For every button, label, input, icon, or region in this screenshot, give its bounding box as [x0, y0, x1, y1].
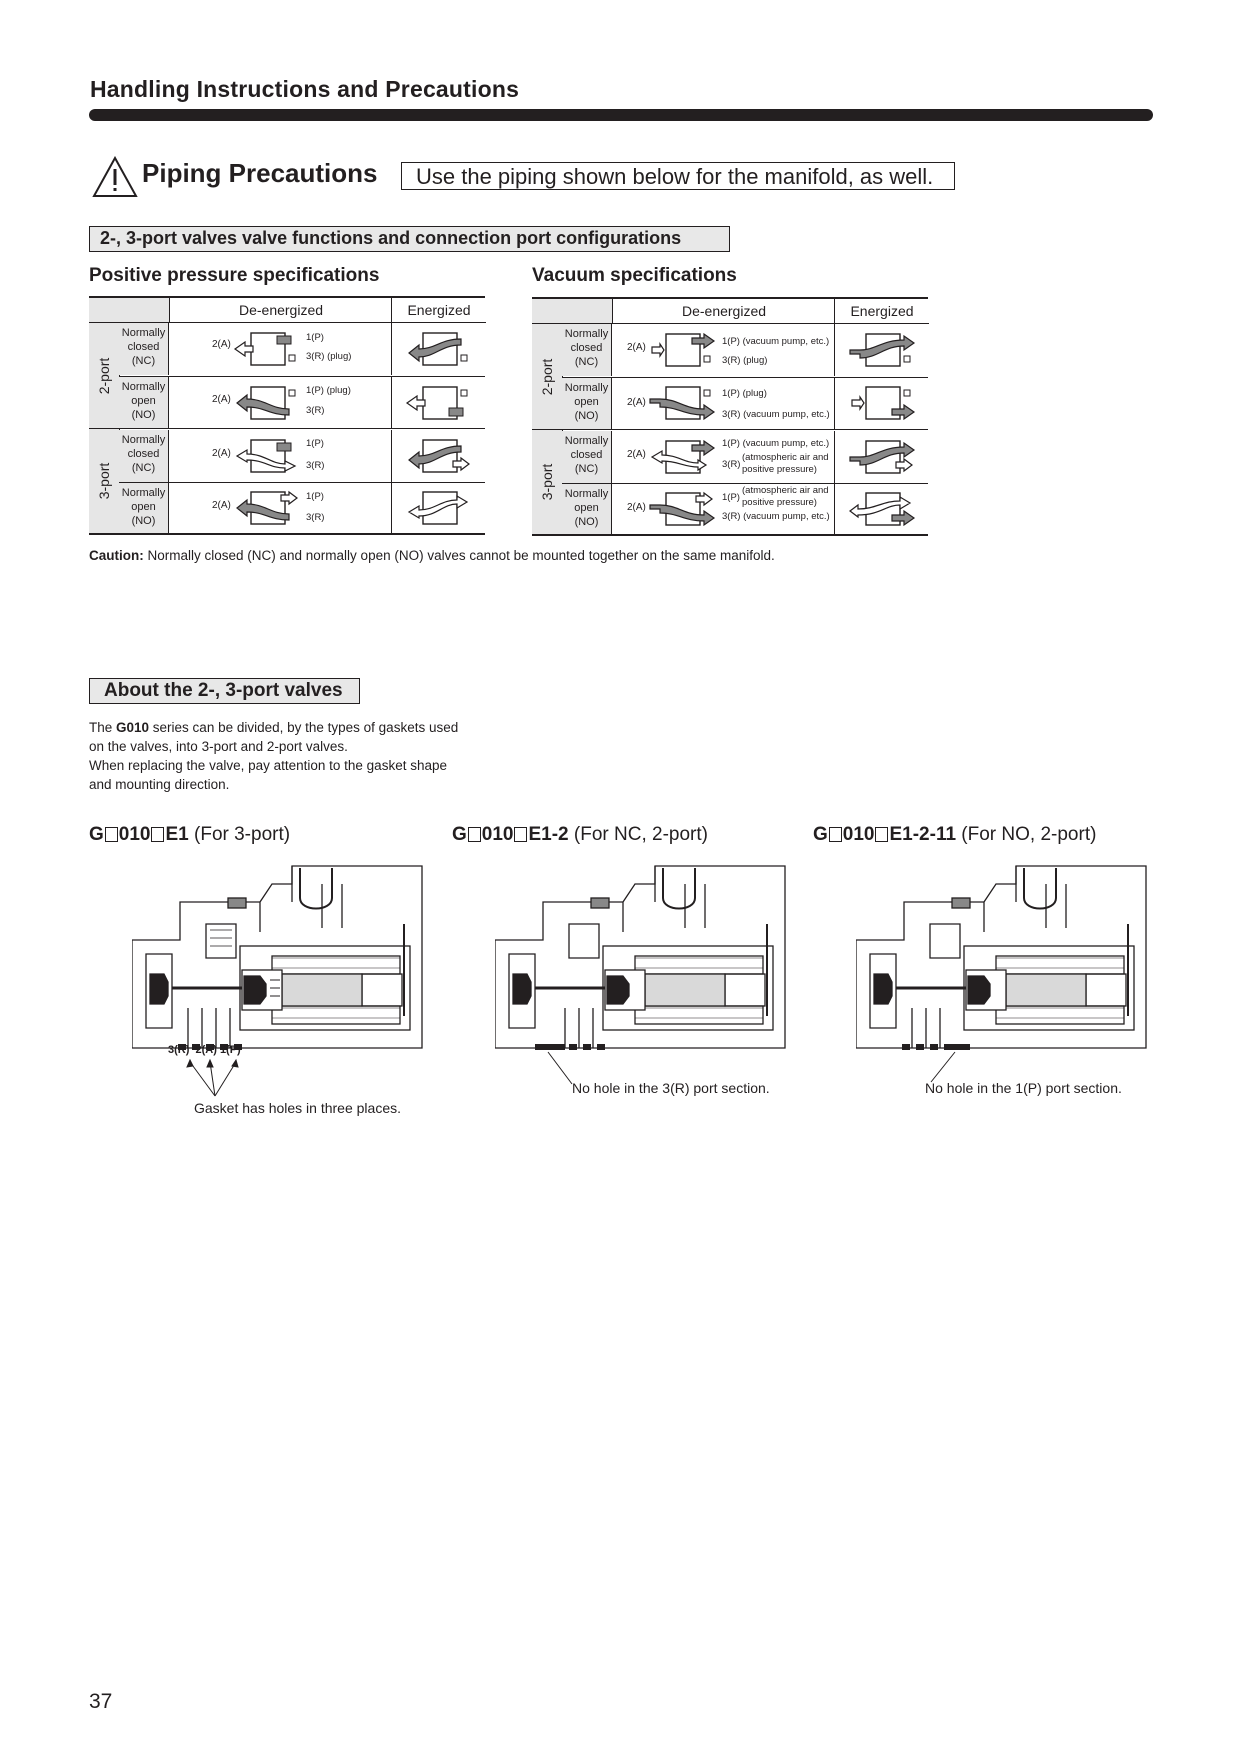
- state-line: Normally: [564, 488, 609, 500]
- state-line: open: [574, 502, 599, 514]
- column-header-deenergized: De-energized: [612, 299, 835, 324]
- deenergized-symbol-cell: [612, 484, 835, 534]
- column-header-energized: Energized: [391, 298, 486, 323]
- state-line: Normally: [564, 328, 609, 340]
- deenergized-symbol-cell: [612, 324, 835, 376]
- valve-symbol-vacuum-3port-no-energized: [848, 489, 918, 529]
- port-p-note: positive pressure): [742, 497, 817, 508]
- state-line: open: [131, 501, 156, 513]
- port-p-label: 1(P) (plug): [306, 385, 351, 396]
- caution-text: Normally closed (NC) and normally open (NO) valves cannot be mounted together on the same manifold.: [143, 548, 775, 563]
- state-line: (NO): [574, 516, 599, 528]
- port-r-label: 3(R) (plug): [306, 351, 352, 362]
- blank-box-icon: [875, 827, 888, 842]
- energized-symbol-cell: [391, 483, 485, 533]
- port-p-label: 1(P) (plug): [722, 388, 767, 399]
- vacuum-title: Vacuum specifications: [532, 265, 737, 286]
- valve-symbol-nc-energized: [405, 329, 473, 369]
- header-rule: [89, 109, 1153, 121]
- blank-box-icon: [105, 827, 118, 842]
- about-text-span: series can be divided, by the types of gaskets used: [149, 720, 459, 735]
- energized-symbol-cell: [834, 484, 928, 534]
- state-cell: [562, 378, 612, 429]
- about-text-span: The: [89, 720, 117, 735]
- header-blank-cell: [89, 298, 169, 323]
- valve-symbol-vacuum-nc-energized: [848, 330, 918, 370]
- valve-symbol-nc-deenergized: [233, 329, 301, 369]
- port-group-3port: [89, 429, 120, 533]
- deenergized-symbol-cell: [169, 430, 392, 482]
- port-p-note: (atmospheric air and: [742, 485, 829, 496]
- port-r-note: positive pressure): [742, 464, 817, 475]
- page-header-title: Handling Instructions and Precautions: [90, 76, 520, 102]
- state-line: (NO): [574, 410, 599, 422]
- state-line: (NC): [131, 355, 156, 367]
- state-line: (NO): [131, 409, 156, 421]
- port-labels: 3(R) 2(A) 1(P): [168, 1044, 241, 1056]
- caution-note: [89, 548, 775, 563]
- valve-symbol-vacuum-3port-nc-energized: [848, 437, 918, 477]
- state-cell: [119, 377, 169, 428]
- blank-box-icon: [514, 827, 527, 842]
- series-name: G010: [116, 720, 150, 735]
- positive-pressure-table: [89, 296, 485, 535]
- energized-symbol-cell: [834, 378, 928, 429]
- port-p-label: 1(P): [306, 491, 324, 502]
- state-cell: [562, 324, 612, 376]
- state-line: closed: [127, 341, 160, 353]
- no-gasket-note: No hole in the 1(P) port section.: [925, 1080, 1122, 1096]
- about-line: on the valves, into 3-port and 2-port valves.: [89, 739, 348, 754]
- caution-label: Caution:: [89, 548, 144, 563]
- port-a-label: 2(A): [627, 449, 646, 460]
- model-prefix: G: [813, 824, 828, 845]
- port-a-label: 2(A): [212, 339, 231, 350]
- port-a-label: 2(A): [627, 397, 646, 408]
- energized-symbol-cell: [834, 431, 928, 483]
- model-prefix: G: [89, 824, 104, 845]
- energized-symbol-cell: [834, 324, 928, 376]
- blank-box-icon: [829, 827, 842, 842]
- model-suffix: E1-2-11: [889, 824, 957, 845]
- port-group-label: 2-port: [539, 358, 555, 395]
- valve-cross-section-no-2port: [856, 858, 1152, 1050]
- port-r-label: 3(R): [306, 512, 325, 523]
- port-group-label: 3-port: [96, 462, 112, 500]
- model-prefix: G: [452, 824, 467, 845]
- state-line: Normally: [121, 487, 166, 499]
- state-line: Normally: [121, 434, 166, 446]
- column-header-energized: Energized: [834, 299, 929, 324]
- nc-gasket-note: No hole in the 3(R) port section.: [572, 1080, 770, 1096]
- blank-box-icon: [151, 827, 164, 842]
- deenergized-symbol-cell: [612, 378, 835, 429]
- model-mid: 010: [481, 824, 514, 845]
- valve-title-no-2port: [813, 824, 1096, 846]
- page-number: 37: [89, 1690, 113, 1713]
- model-suffix: E1-2: [528, 824, 569, 845]
- state-line: closed: [127, 448, 160, 460]
- port-group-3port: [532, 430, 563, 534]
- about-line: and mounting direction.: [89, 777, 230, 792]
- state-line: Normally: [564, 435, 609, 447]
- about-paragraph: [89, 718, 509, 794]
- port-a-label: 2(A): [212, 394, 231, 405]
- model-suffix: E1: [165, 824, 189, 845]
- model-desc: (For NO, 2-port): [956, 824, 1097, 845]
- header-blank-cell: [532, 299, 612, 324]
- state-line: open: [131, 395, 156, 407]
- gasket-pointer-arrows: [180, 1058, 250, 1098]
- positive-pressure-title: Positive pressure specifications: [89, 265, 380, 286]
- group-divider: [89, 428, 485, 429]
- port-p-label: 1(P): [722, 492, 740, 503]
- port-r-label: 3(R) (plug): [722, 355, 768, 366]
- energized-symbol-cell: [391, 430, 485, 482]
- deenergized-symbol-cell: [612, 431, 835, 483]
- valve-cross-section-3port: [132, 858, 428, 1050]
- port-r-label: 3(R) (vacuum pump, etc.): [722, 511, 830, 522]
- state-cell: [119, 430, 169, 482]
- port-r-label: 3(R): [306, 405, 325, 416]
- valve-cross-section-nc-2port: [495, 858, 791, 1050]
- port-p-label: 1(P): [306, 438, 324, 449]
- deenergized-symbol-cell: [169, 483, 392, 533]
- port-p-label: 1(P) (vacuum pump, etc.): [722, 336, 830, 347]
- valve-symbol-vacuum-nc-deenergized: [648, 330, 718, 370]
- valve-title-nc-2port: [452, 824, 708, 846]
- valve-symbol-3port-nc-energized: [405, 436, 473, 476]
- model-desc: (For 3-port): [188, 824, 291, 845]
- state-cell: [562, 484, 612, 534]
- state-cell: [562, 431, 612, 483]
- model-mid: 010: [118, 824, 151, 845]
- state-cell: [119, 483, 169, 533]
- deenergized-symbol-cell: [169, 377, 392, 428]
- state-line: closed: [570, 342, 603, 354]
- blank-box-icon: [468, 827, 481, 842]
- column-header-deenergized: De-energized: [169, 298, 392, 323]
- state-line: Normally: [121, 381, 166, 393]
- port-group-label: 2-port: [96, 357, 112, 394]
- valve-symbol-3port-nc-deenergized: [233, 436, 301, 476]
- port-group-label: 3-port: [539, 463, 555, 501]
- valve-symbol-3port-no-energized: [405, 488, 473, 528]
- section-heading-port-configurations: 2-, 3-port valves valve functions and connection port configurations: [89, 226, 730, 252]
- port-p-label: 1(P) (vacuum pump, etc.): [722, 438, 830, 449]
- port-a-label: 2(A): [212, 500, 231, 511]
- state-line: closed: [570, 449, 603, 461]
- group-divider: [532, 429, 928, 430]
- port-a-label: 2(A): [627, 502, 646, 513]
- piping-precautions-title: Piping Precautions: [142, 158, 378, 188]
- gasket-note: Gasket has holes in three places.: [194, 1100, 402, 1116]
- state-line: (NO): [131, 515, 156, 527]
- vacuum-table: [532, 297, 928, 536]
- port-r-note: (atmospheric air and: [742, 452, 829, 463]
- energized-symbol-cell: [391, 377, 485, 428]
- about-line: When replacing the valve, pay attention to the gasket shape: [89, 758, 447, 773]
- port-r-label: 3(R) (vacuum pump, etc.): [722, 409, 830, 420]
- valve-symbol-no-deenergized: [233, 383, 301, 423]
- state-line: (NC): [131, 462, 156, 474]
- port-r-label: 3(R): [306, 460, 325, 471]
- energized-symbol-cell: [391, 323, 485, 375]
- about-line: [89, 718, 509, 737]
- model-desc: (For NC, 2-port): [568, 824, 708, 845]
- state-line: (NC): [574, 356, 599, 368]
- deenergized-symbol-cell: [169, 323, 392, 375]
- valve-symbol-3port-no-deenergized: [233, 488, 301, 528]
- port-group-2port: [89, 323, 120, 428]
- valve-symbol-vacuum-no-energized: [848, 383, 918, 423]
- state-line: open: [574, 396, 599, 408]
- piping-note: Use the piping shown below for the manifold, as well.: [401, 162, 955, 190]
- port-a-label: 2(A): [627, 342, 646, 353]
- valve-symbol-vacuum-3port-nc-deenergized: [648, 437, 718, 477]
- port-r-label: 3(R): [722, 459, 741, 470]
- state-cell: [119, 323, 169, 375]
- valve-symbol-vacuum-3port-no-deenergized: [648, 489, 718, 529]
- model-mid: 010: [842, 824, 875, 845]
- warning-icon: [92, 156, 138, 198]
- state-line: (NC): [574, 463, 599, 475]
- state-line: Normally: [121, 327, 166, 339]
- state-line: Normally: [564, 382, 609, 394]
- port-group-2port: [532, 324, 563, 429]
- valve-title-3port: [89, 824, 290, 846]
- port-a-label: 2(A): [212, 448, 231, 459]
- valve-symbol-vacuum-no-deenergized: [648, 383, 718, 423]
- section-heading-about-valves: About the 2-, 3-port valves: [89, 678, 360, 704]
- port-p-label: 1(P): [306, 332, 324, 343]
- valve-symbol-no-energized: [405, 383, 473, 423]
